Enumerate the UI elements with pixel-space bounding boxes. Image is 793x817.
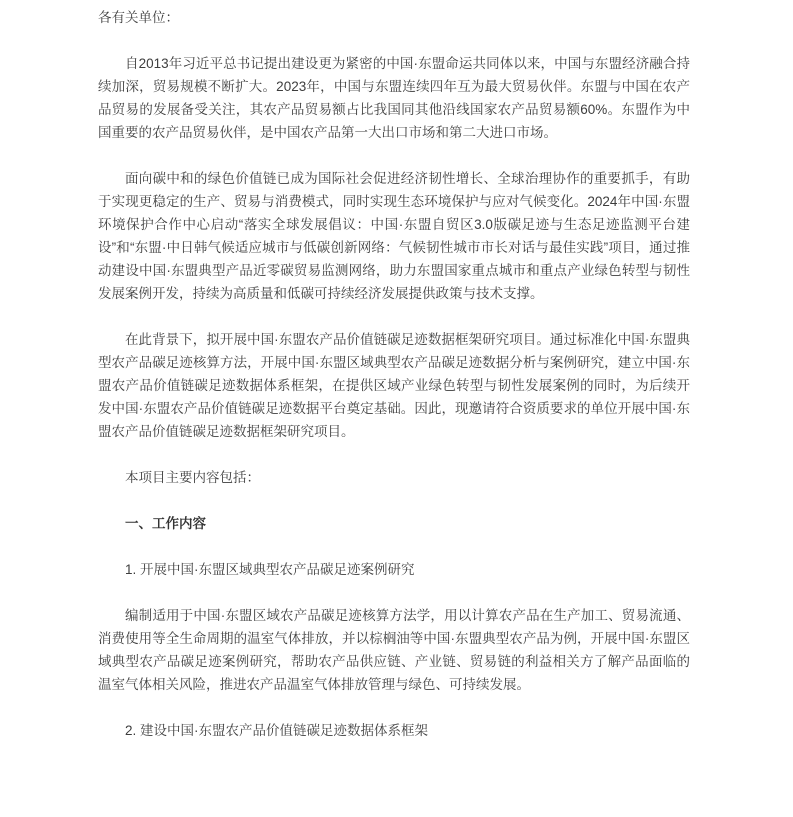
intro-paragraph-3: 在此背景下，拟开展中国·东盟农产品价值链碳足迹数据框架研究项目。通过标准化中国·东盟典型农产品碳足迹核算方法，开展中国·东盟区域典型农产品碳足迹数据分析与案例研究，建立中国·东盟农产品价值链碳足迹数据体系框架，在提供区域产业绿色转型与韧性发展案例的同时，为后续开发中国·东盟农产品价值链碳足迹数据平台奠定基础。因此，现邀请符合资质要求的单位开展中国·东盟农产品价值链碳足迹数据框架研究项目。 — [98, 332, 690, 439]
task-2-title: 2. 建设中国·东盟农产品价值链碳足迹数据体系框架 — [125, 723, 429, 738]
document-body — [98, 6, 690, 742]
salutation-line: 各有关单位： — [98, 10, 179, 25]
intro-paragraph-2: 面向碳中和的绿色价值链已成为国际社会促进经济韧性增长、全球治理协作的重要抓手，有助于实现更稳定的生产、贸易与消费模式，同时实现生态环境保护与应对气候变化。2024年中国·东盟环境保护合作中心启动“落实全球发展倡议：中国·东盟自贸区3.0版碳足迹与生态足迹监测平台建设”和“东盟·中日韩气候适应城市与低碳创新网络：气候韧性城市市长对话与最佳实践”项目，通过推动建设中国·东盟典型产品近零碳贸易监测网络，助力东盟国家重点城市和重点产业绿色转型与韧性发展案例开发，持续为高质量和低碳可持续经济发展提供政策与技术支撑。 — [98, 171, 690, 301]
task-1-title: 1. 开展中国·东盟区域典型农产品碳足迹案例研究 — [125, 562, 415, 577]
section-heading-work-content: 一、工作内容 — [125, 516, 206, 531]
contents-intro-line: 本项目主要内容包括： — [125, 470, 260, 485]
intro-paragraph-1: 自2013年习近平总书记提出建设更为紧密的中国·东盟命运共同体以来，中国与东盟经济融合持续加深，贸易规模不断扩大。2023年，中国与东盟连续四年互为最大贸易伙伴。东盟与中国在农产品贸易的发展备受关注，其农产品贸易额占比我国同其他沿线国家农产品贸易额60%。东盟作为中国重要的农产品贸易伙伴，是中国农产品第一大出口市场和第二大进口市场。 — [98, 56, 690, 140]
task-1-detail-paragraph: 编制适用于中国·东盟区域农产品碳足迹核算方法学，用以计算农产品在生产加工、贸易流通、消费使用等全生命周期的温室气体排放，并以棕榈油等中国·东盟典型农产品为例，开展中国·东盟区域典型农产品碳足迹案例研究，帮助农产品供应链、产业链、贸易链的利益相关方了解产品面临的温室气体相关风险，推进农产品温室气体排放管理与绿色、可持续发展。 — [98, 608, 690, 692]
